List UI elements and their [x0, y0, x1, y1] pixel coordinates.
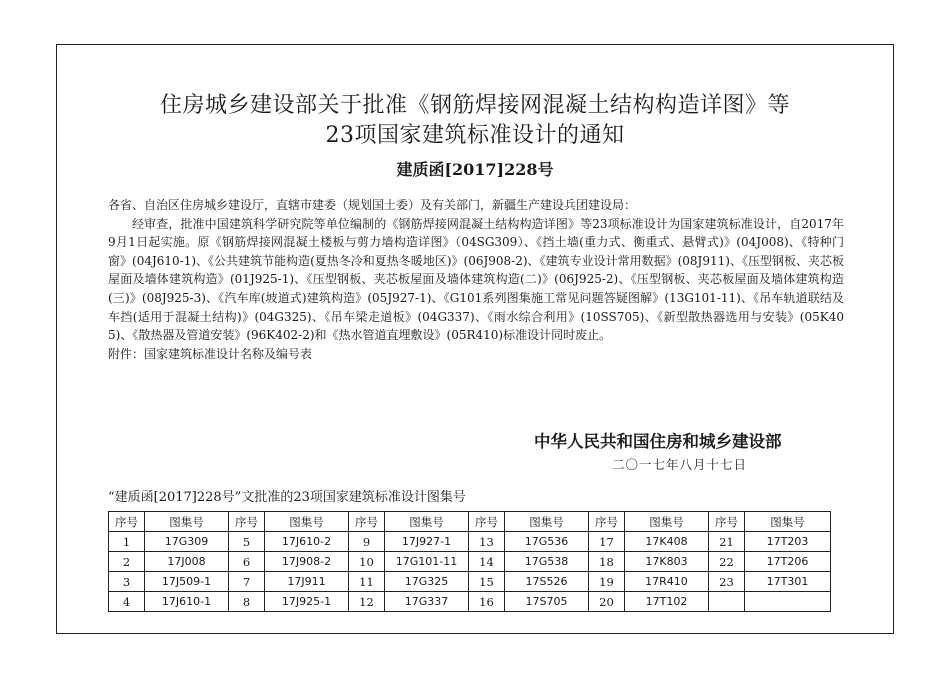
seq-cell: 15	[469, 572, 505, 592]
seq-cell: 4	[109, 592, 145, 612]
code-cell: 17G101-11	[385, 552, 469, 572]
header-seq: 序号	[109, 512, 145, 532]
code-cell: 17G325	[385, 572, 469, 592]
document-number: 建质函[2017]228号	[396, 160, 554, 179]
code-cell: 17T301	[745, 572, 831, 592]
attachment-line: 附件：国家建筑标准设计名称及编号表	[108, 346, 313, 361]
seq-cell: 23	[709, 572, 745, 592]
seq-cell: 16	[469, 592, 505, 612]
seq-cell: 13	[469, 532, 505, 552]
salutation: 各省、自治区住房城乡建设厅，直辖市建委（规划国土委）及有关部门，新疆生产建设兵团建设局：	[108, 198, 637, 212]
issue-date: 二〇一七年八月十七日	[612, 457, 748, 472]
seq-cell: 2	[109, 552, 145, 572]
notice-paragraph: 经审查，批准中国建筑科学研究院等单位编制的《钢筋焊接网混凝土结构构造详图》等23项标准设计为国家建筑标准设计，自2017年9月1日起实施。原《钢筋焊接网混凝土楼板与剪力墙构造详图》（04SG309）、《挡土墙(重力式、衡重式、悬臂式)》(04J008)、《特种门窗》(04J610-1)、《公共建筑节能构造(夏热冬冷和夏热冬暖地区)》(06J908-2)、《建筑专业设计常用数据》(08J911)、《压型钢板、夹芯板屋面及墙体建筑构造》(01J925-1)、《压型钢板、夹芯板屋面及墙体建筑构造(二)》(06J925-2)、《压型钢板、夹芯板屋面及墙体建筑构造(三)》(08J925-3)、《汽车库(坡道式)建筑构造》(05J927-1)、《G101系列图集施工常见问题答疑图解》(13G101-11)、《吊车轨道联结及车挡(适用于混凝土结构)》(04G325)、《吊车梁走道板》(04G337)、《雨水综合利用》(10SS705)、《新型散热器选用与安装》(05K405)、《散热器及管道安装》(96K402-2)和《热水管道直埋敷设》(05R410)标准设计同时废止。	[108, 216, 844, 343]
code-cell: 17T206	[745, 552, 831, 572]
code-cell: 17J008	[145, 552, 229, 572]
notice-title-line-2: 23项国家建筑标准设计的通知	[325, 123, 625, 148]
seq-cell: 20	[589, 592, 625, 612]
code-cell: 17T102	[625, 592, 709, 612]
code-cell: 17J610-1	[145, 592, 229, 612]
seq-cell: 14	[469, 552, 505, 572]
code-cell: 17G337	[385, 592, 469, 612]
table-header-row	[109, 512, 831, 532]
seq-cell: 10	[349, 552, 385, 572]
code-cell: 17J911	[265, 572, 349, 592]
code-cell: 17K803	[625, 552, 709, 572]
code-cell: 17J927-1	[385, 532, 469, 552]
code-cell: 17K408	[625, 532, 709, 552]
seq-cell: 18	[589, 552, 625, 572]
seq-cell: 11	[349, 572, 385, 592]
seq-cell: 9	[349, 532, 385, 552]
header-code: 图集号	[625, 512, 709, 532]
table-caption: “建质函[2017]228号”文批准的23项国家建筑标准设计图集号	[108, 490, 466, 505]
code-cell: 17J908-2	[265, 552, 349, 572]
code-cell	[745, 592, 831, 612]
table-row	[109, 532, 831, 552]
header-seq: 序号	[349, 512, 385, 532]
header-seq: 序号	[229, 512, 265, 532]
header-code: 图集号	[745, 512, 831, 532]
code-cell: 17J509-1	[145, 572, 229, 592]
seq-cell	[709, 592, 745, 612]
header-seq: 序号	[589, 512, 625, 532]
notice-title-line-1: 住房城乡建设部关于批准《钢筋焊接网混凝土结构构造详图》等	[159, 93, 790, 118]
code-cell: 17J925-1	[265, 592, 349, 612]
seq-cell: 1	[109, 532, 145, 552]
seq-cell: 12	[349, 592, 385, 612]
notice-body	[108, 196, 844, 363]
seq-cell: 19	[589, 572, 625, 592]
code-cell: 17G538	[505, 552, 589, 572]
seq-cell: 8	[229, 592, 265, 612]
header-seq: 序号	[469, 512, 505, 532]
header-seq: 序号	[709, 512, 745, 532]
seq-cell: 6	[229, 552, 265, 572]
header-code: 图集号	[145, 512, 229, 532]
seq-cell: 22	[709, 552, 745, 572]
seq-cell: 3	[109, 572, 145, 592]
header-code: 图集号	[505, 512, 589, 532]
code-cell: 17J610-2	[265, 532, 349, 552]
atlas-number-table	[108, 511, 831, 612]
header-code: 图集号	[265, 512, 349, 532]
code-cell: 17G536	[505, 532, 589, 552]
seq-cell: 5	[229, 532, 265, 552]
code-cell: 17S526	[505, 572, 589, 592]
table-row	[109, 592, 831, 612]
code-cell: 17G309	[145, 532, 229, 552]
code-cell: 17T203	[745, 532, 831, 552]
table-row	[109, 552, 831, 572]
code-cell: 17S705	[505, 592, 589, 612]
code-cell: 17R410	[625, 572, 709, 592]
header-code: 图集号	[385, 512, 469, 532]
issuing-authority: 中华人民共和国住房和城乡建设部	[534, 432, 782, 451]
table-row	[109, 572, 831, 592]
seq-cell: 7	[229, 572, 265, 592]
seq-cell: 17	[589, 532, 625, 552]
seq-cell: 21	[709, 532, 745, 552]
